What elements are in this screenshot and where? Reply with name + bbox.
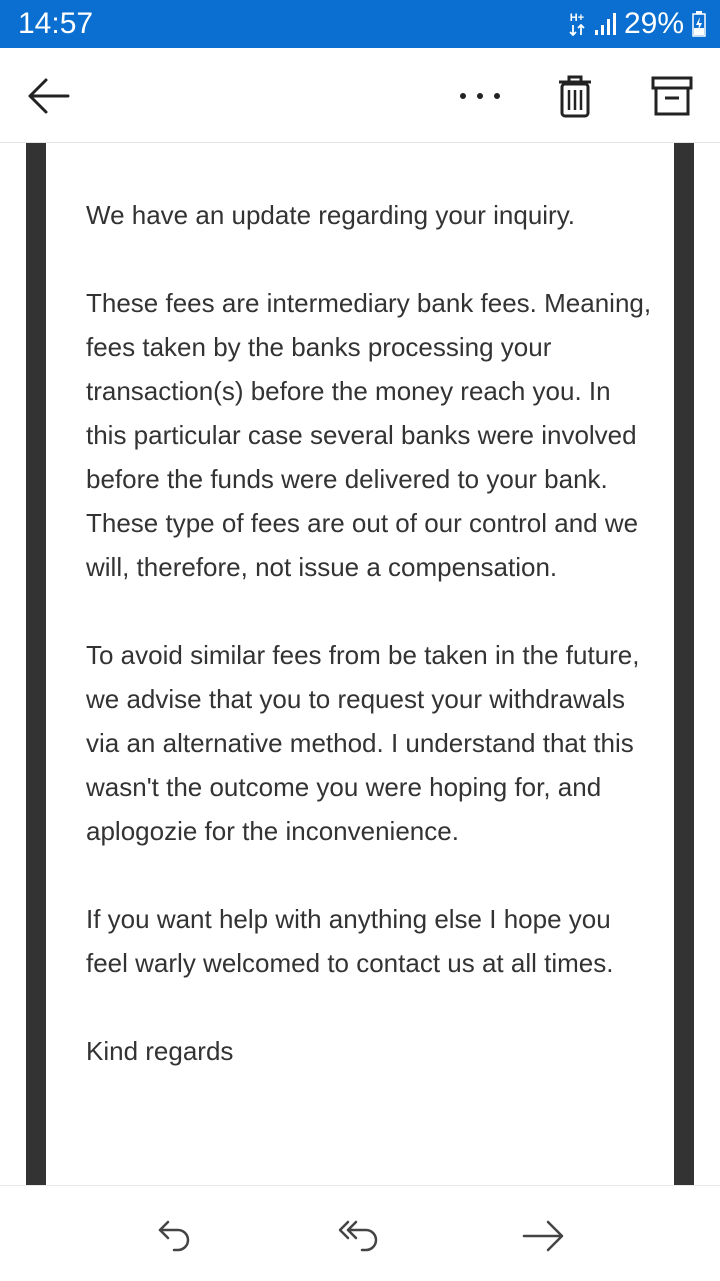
data-arrows-icon — [568, 13, 586, 36]
battery-percent: 29% — [623, 7, 684, 40]
reply-all-button[interactable] — [330, 1206, 390, 1266]
message-paragraph: These fees are intermediary bank fees. Meaning, fees taken by the banks processing your transaction(s) before the money reach you. In this particular case several banks were involved before the funds were delivered to your bank. These type of fees are out of our control and we will, therefore, not issue a compensation. — [86, 288, 652, 582]
forward-icon — [521, 1216, 567, 1256]
forward-button[interactable] — [514, 1206, 574, 1266]
message-paragraph: To avoid similar fees from be taken in the future, we advise that you to request your withdrawals via an alternative method. I understand that this wasn't the outcome you were hoping for, and aplogozie for the inconvenience. — [86, 640, 640, 846]
delete-button[interactable] — [545, 66, 605, 126]
battery-charging-icon — [692, 11, 706, 37]
message-view[interactable] — [0, 143, 720, 1185]
message-paragraph: If you want help with anything else I hope you feel warly welcomed to contact us at all times. — [86, 904, 614, 978]
message-paragraph: We have an update regarding your inquiry. — [86, 200, 576, 230]
right-border-bar — [674, 143, 694, 1185]
network-type: H+ — [569, 11, 585, 24]
back-button[interactable] — [18, 66, 78, 126]
archive-button[interactable] — [642, 66, 702, 126]
more-options-button[interactable] — [450, 66, 510, 126]
bottom-action-bar — [0, 1185, 720, 1281]
more-dots-icon — [458, 91, 502, 101]
status-icons — [568, 6, 706, 42]
message-signoff: Kind regards — [86, 1036, 234, 1066]
archive-icon — [651, 76, 693, 116]
status-time: 14:57 — [18, 7, 94, 40]
status-bar — [0, 0, 720, 48]
signal-icon — [594, 12, 616, 36]
reply-all-icon — [336, 1216, 384, 1256]
reply-button[interactable] — [146, 1206, 206, 1266]
left-border-bar — [26, 143, 46, 1185]
back-arrow-icon — [24, 76, 72, 116]
message-body — [86, 193, 656, 1117]
trash-icon — [557, 74, 593, 118]
reply-icon — [156, 1216, 196, 1256]
app-bar — [0, 48, 720, 143]
